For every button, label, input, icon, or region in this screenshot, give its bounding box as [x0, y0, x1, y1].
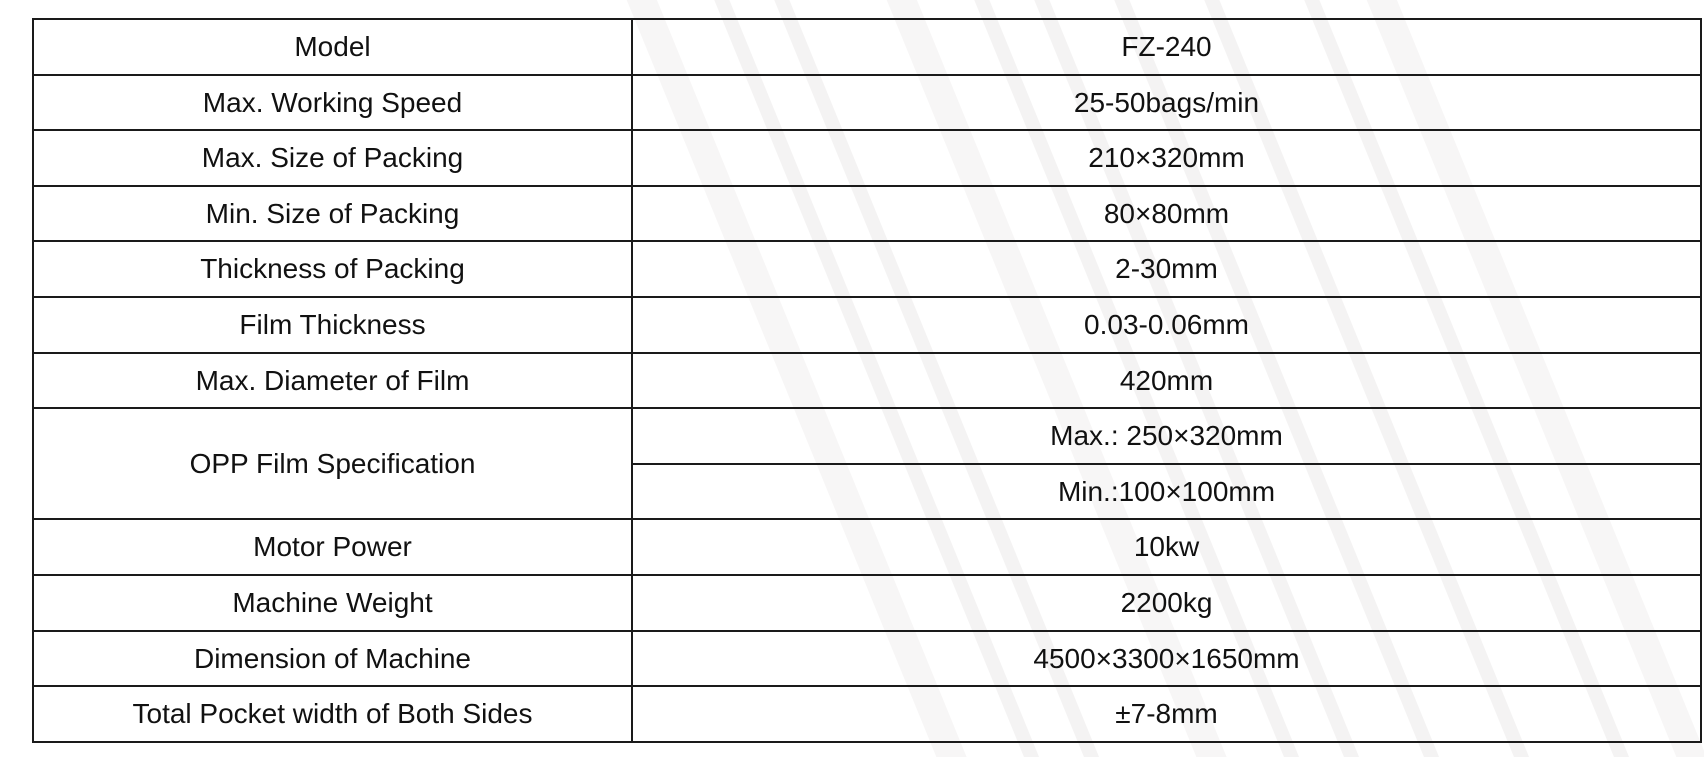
table-row	[33, 686, 1701, 742]
spec-value: 2-30mm	[632, 241, 1701, 297]
spec-value-max: Max.: 250×320mm	[632, 408, 1701, 464]
spec-label: OPP Film Specification	[33, 408, 632, 519]
spec-label: Motor Power	[33, 519, 632, 575]
spec-label: Max. Size of Packing	[33, 130, 632, 186]
spec-label: Machine Weight	[33, 575, 632, 631]
spec-label: Max. Diameter of Film	[33, 353, 632, 409]
spec-value: ±7-8mm	[632, 686, 1701, 742]
spec-label: Thickness of Packing	[33, 241, 632, 297]
spec-value-min: Min.:100×100mm	[632, 464, 1701, 520]
table-row	[33, 19, 1701, 75]
table-row	[33, 631, 1701, 687]
spec-label: Total Pocket width of Both Sides	[33, 686, 632, 742]
table-row	[33, 75, 1701, 131]
spec-label: Min. Size of Packing	[33, 186, 632, 242]
table-row	[33, 130, 1701, 186]
spec-label: Dimension of Machine	[33, 631, 632, 687]
spec-label: Max. Working Speed	[33, 75, 632, 131]
spec-value: 10kw	[632, 519, 1701, 575]
spec-table-container	[32, 18, 1672, 743]
spec-value: 0.03-0.06mm	[632, 297, 1701, 353]
spec-label: Film Thickness	[33, 297, 632, 353]
spec-value: 2200kg	[632, 575, 1701, 631]
table-row	[33, 575, 1701, 631]
spec-label: Model	[33, 19, 632, 75]
table-row-split	[33, 408, 1701, 464]
table-row	[33, 297, 1701, 353]
spec-value: 210×320mm	[632, 130, 1701, 186]
spec-value: FZ-240	[632, 19, 1701, 75]
spec-value: 80×80mm	[632, 186, 1701, 242]
spec-value: 4500×3300×1650mm	[632, 631, 1701, 687]
table-row	[33, 241, 1701, 297]
table-row	[33, 353, 1701, 409]
table-row	[33, 519, 1701, 575]
spec-value: 25-50bags/min	[632, 75, 1701, 131]
table-row	[33, 186, 1701, 242]
spec-value: 420mm	[632, 353, 1701, 409]
specification-table	[32, 18, 1702, 743]
